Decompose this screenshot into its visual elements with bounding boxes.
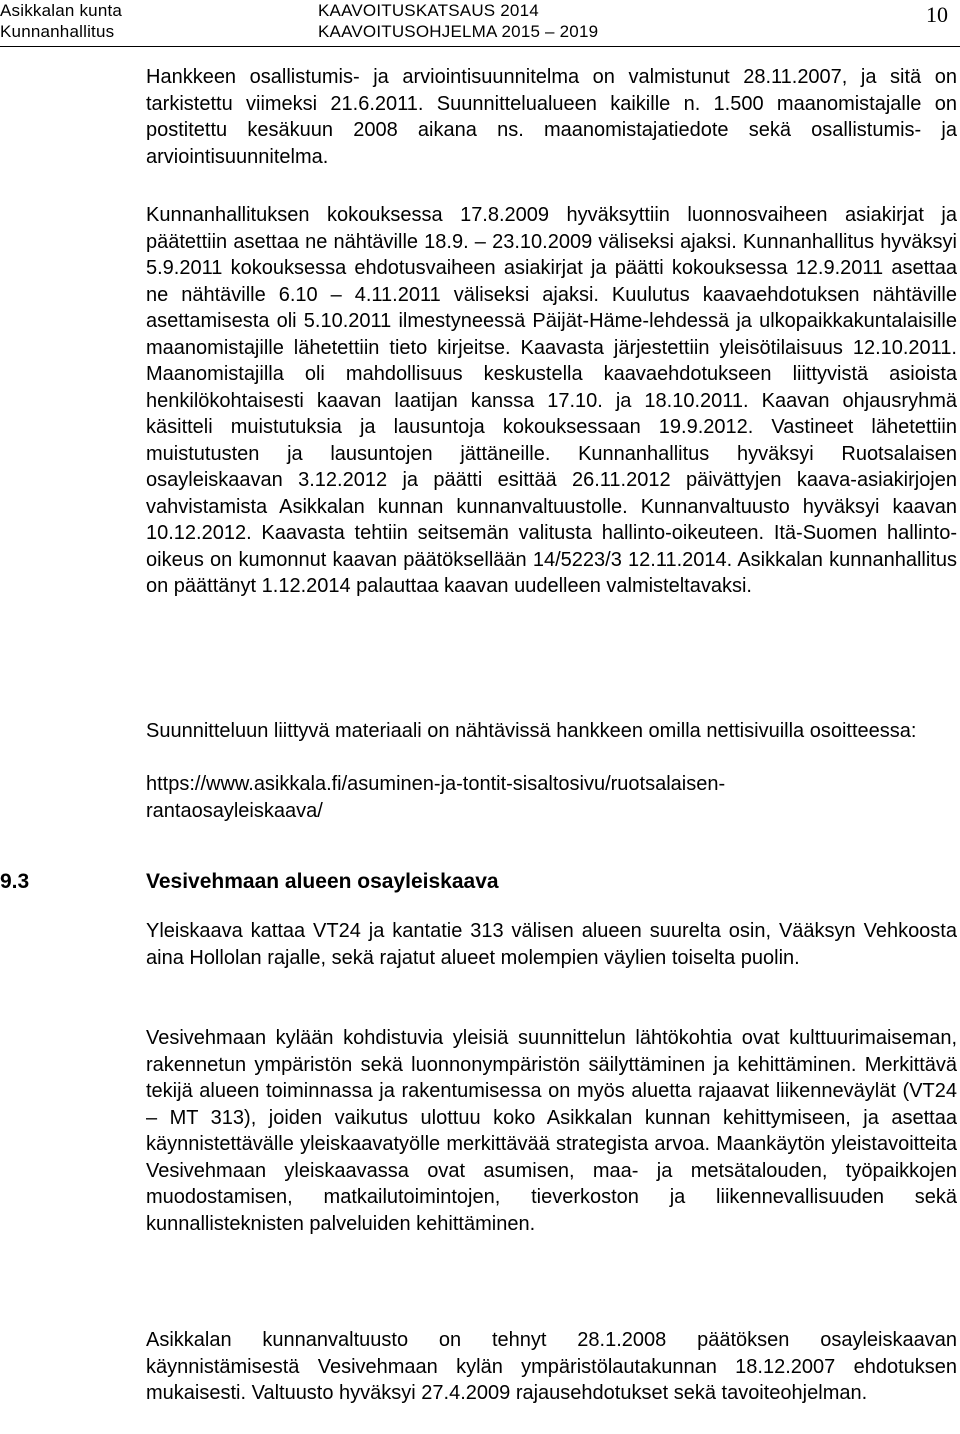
header-divider (0, 46, 960, 47)
paragraph-plan-coverage: Yleiskaava kattaa VT24 ja kantatie 313 välisen alueen suurelta osin, Vääksyn Vehkoosta aina Hollolan rajalle, sekä rajatut alueet molempien väylien toiselta puolin. (146, 920, 957, 969)
paragraph-council-decision: Asikkalan kunnanvaltuusto on tehnyt 28.1.2008 päätöksen osayleiskaavan käynnistämisestä Vesivehmaan kylän ympäristölautakunnan 18.12.2007 ehdotuksen mukaisesti. Valtuusto hyväksyi 27.4.2009 rajausehdotukset sekä tavoiteohjelman. (146, 1329, 957, 1404)
paragraph-material-info: Suunnitteluun liittyvä materiaali on nähtävissä hankkeen omilla nettisivuilla osoitteessa: (146, 720, 917, 742)
paragraph-planning-principles: Vesivehmaan kylään kohdistuvia yleisiä suunnittelun lähtökohtia ovat kulttuurimaiseman, rakennetun ympäristön sekä luonnonympäristön säilyttäminen ja kehittäminen. Merkittävä tekijä alueen toiminnassa ja rakentumisessa on myös aluetta rajaavat liikenneväylät (VT24 – MT 313), joiden vaikutus ulottuu koko Asikkalan kunnan kehittymiseen, ja asettaa käynnistettävälle yleiskaavatyölle merkittävää strategista arvoa. Maankäytön yleistavoitteita Vesivehmaan yleiskaavassa ovat asumisen, maa- ja metsätalouden, työpaikkojen muodostamisen, matkailutoimintojen, tieverkoston ja liikennevallisuuden sekä kunnallisteknisten palveluiden kehittäminen. (146, 1027, 957, 1235)
department-name: Kunnanhallitus (0, 22, 115, 41)
url-line-1: https://www.asikkala.fi/asuminen-ja-tontit-sisaltosivu/ruotsalaisen- (146, 773, 726, 795)
page-header (0, 0, 960, 48)
section-title: Vesivehmaan alueen osayleiskaava (146, 870, 499, 893)
paragraph-participation-plan: Hankkeen osallistumis- ja arviointisuunnitelma on valmistunut 28.11.2007, ja sitä on tarkistettu viimeksi 21.6.2011. Suunnittelualueen kaikille n. 1.500 maanomistajalle on postitettu kesäkuun 2008 aikana ns. maanomistajatiedote sekä osallistumis- ja arviointisuunnitelma. (146, 66, 957, 168)
section-heading (0, 870, 960, 900)
municipality-name: Asikkalan kunta (0, 1, 123, 20)
page-number: 10 (926, 2, 948, 27)
url-line-2: rantaosayleiskaava/ (146, 799, 323, 822)
paragraph-process-history: Kunnanhallituksen kokouksessa 17.8.2009 hyväksyttiin luonnosvaiheen asiakirjat ja päätettiin asettaa ne nähtäville 18.9. – 23.10.2009 väliseksi ajaksi. Kunnanhallitus hyväksyi 5.9.2011 kokouksessa ehdotusvaiheen asiakirjat ja päätti kokouksessa 12.9.2011 asettaa ne nähtäville 6.10 – 4.11.2011 väliseksi ajaksi. Kuulutus kaavaehdotuksen nähtäville asettamisesta oli 5.10.2011 ilmestyneessä Päijät-Häme-lehdessä ja ulkopaikkakuntalaisille maanomistajille lähetettiin tieto kirjeitse. Kaavasta järjestettiin yleisötilaisuus 12.10.2011. Maanomistajilla oli mahdollisuus keskustella kaavaehdotukseen liittyvistä asioista henkilökohtaisesti kaavan laatijan kanssa 17.10. ja 18.10.2011. Kaavan ohjausryhmä käsitteli muistutuksia ja lausuntoja kokouksessaan 19.9.2012. Vastineet lähetettiin muistutusten ja lausuntojen jättäneille. Kunnanhallitus hyväksyi Ruotsalaisen osayleiskaavan 3.12.2012 ja päätti esittää 26.11.2012 päivättyjen kaava-asiakirjojen vahvistamista Asikkalan kunnan kunnanvaltuustolle. Kunnanvaltuusto hyväksyi kaavan 10.12.2012. Kaavasta tehtiin seitsemän valitusta hallinto-oikeuteen. Itä-Suomen hallinto-oikeus on kumonnut kaavan päätöksellään 14/5223/3 12.11.2014. Asikkalan kunnanhallitus on päättänyt 1.12.2014 palauttaa kaavan uudelleen valmisteltavaksi. (146, 204, 957, 597)
project-url-link[interactable] (146, 771, 957, 824)
document-title: KAAVOITUSKATSAUS 2014 (318, 1, 539, 20)
document-subtitle: KAAVOITUSOHJELMA 2015 – 2019 (318, 22, 599, 41)
section-number: 9.3 (0, 870, 30, 893)
